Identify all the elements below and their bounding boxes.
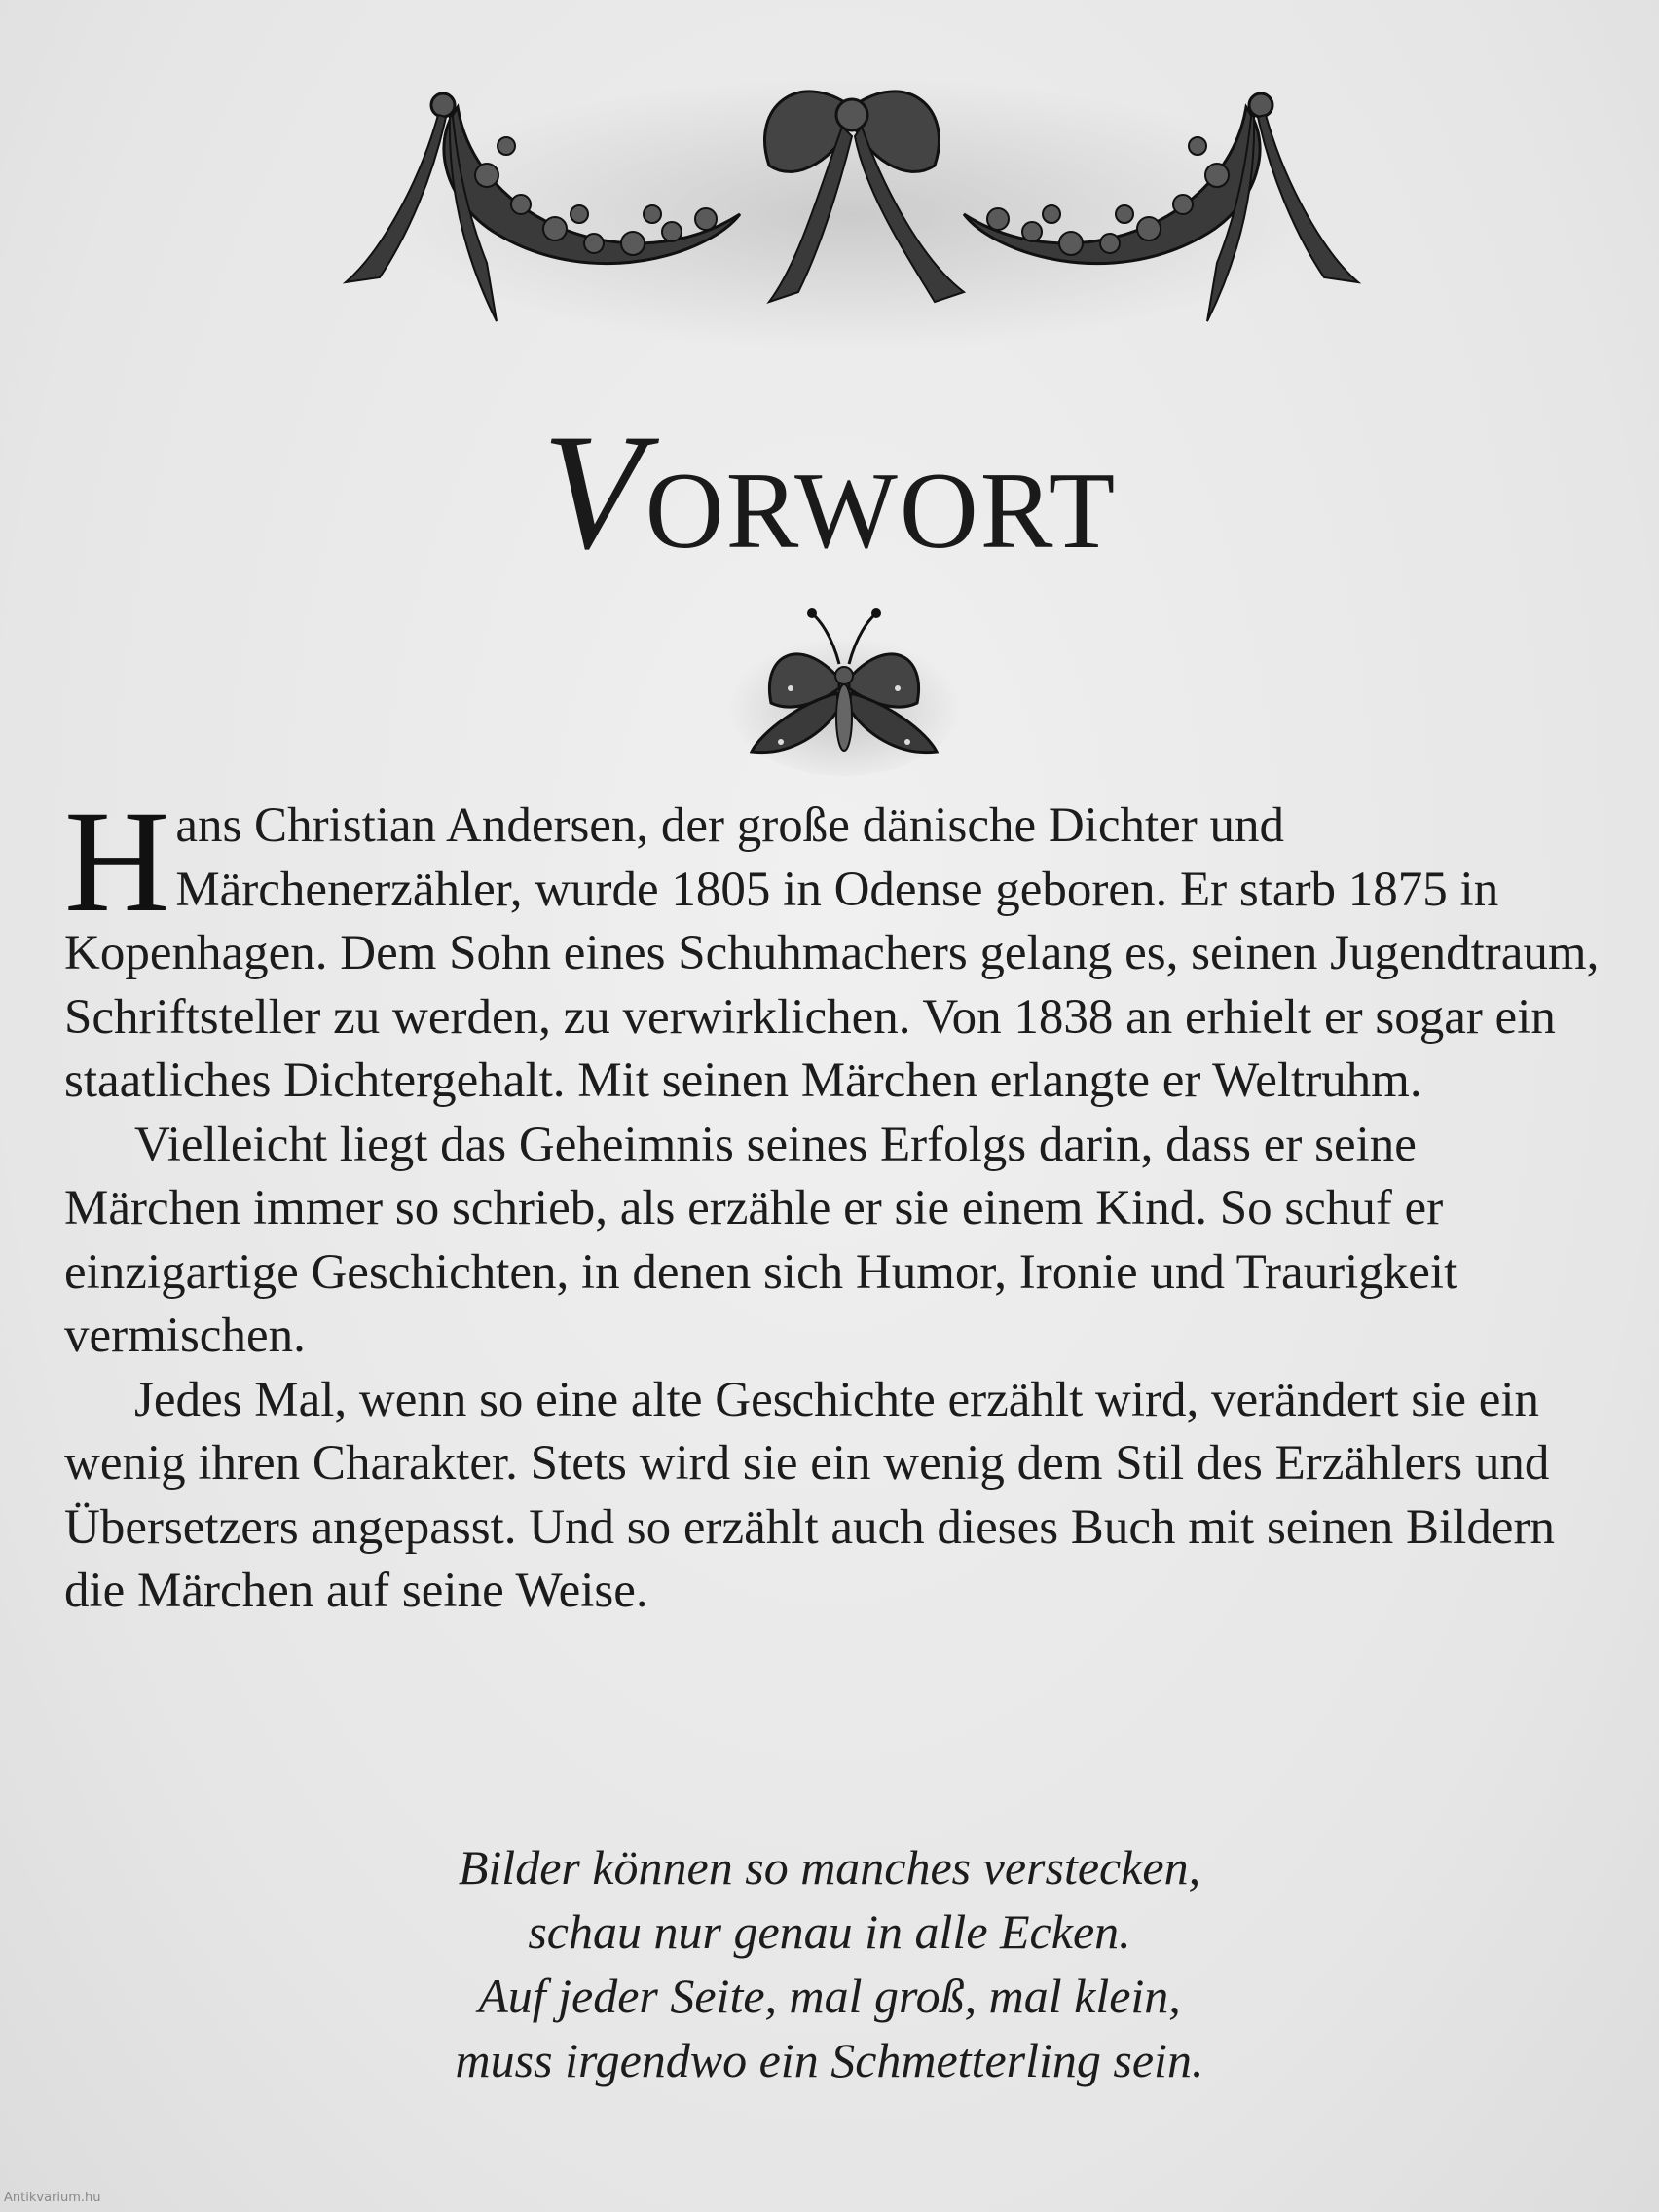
watermark: Antikvarium.hu (4, 2191, 101, 2205)
drop-cap: H (64, 781, 170, 942)
paragraph-1 (64, 781, 1603, 1114)
paragraph-2: Vielleicht liegt das Geheimnis seines Erfolgs darin, dass er seine Märchen immer so schrieb, als erzähle er sie einem Kind. So schuf er einzigartige Geschichten, in denen sich Humor, Ironie und Traurigkeit vermischen. (64, 1117, 1458, 1363)
verse-line: Bilder können so manches verstecken, (458, 1840, 1201, 1895)
verse-line: schau nur genau in alle Ecken. (528, 1904, 1131, 1959)
verse-line: Auf jeder Seite, mal groß, mal klein, (478, 1969, 1181, 2023)
title-initial: V (541, 400, 645, 583)
preface-body (64, 781, 1603, 1624)
verse-line: muss irgendwo ein Schmetterling sein. (455, 2033, 1204, 2087)
butterfly-icon (722, 596, 966, 781)
closing-verse (0, 1835, 1659, 2092)
page-title (0, 400, 1659, 583)
paragraph-1-text: ans Christian Andersen, der große dänische Dichter und Märchenerzähler, wurde 1805 in Odense geboren. Er starb 1875 in Kopenhagen. Dem Sohn eines Schuhmachers gelang es, seinen Jugendtraum, Schriftsteller zu werden, zu verwirklichen. Von 1838 an erhielt er sogar ein staatliches Dichtergehalt. Mit seinen Märchen erlangte er Weltruhm. (64, 798, 1600, 1108)
garland-with-bows-icon (341, 68, 1363, 389)
paragraph-3: Jedes Mal, wenn so eine alte Geschichte erzählt wird, verändert sie ein wenig ihren Charakter. Stets wird sie ein wenig dem Stil des Erzählers und Übersetzers angepasst. Und so erzählt auch dieses Buch mit seinen Bildern die Märchen auf seine Weise. (64, 1372, 1555, 1618)
title-rest: ORWORT (645, 451, 1118, 571)
